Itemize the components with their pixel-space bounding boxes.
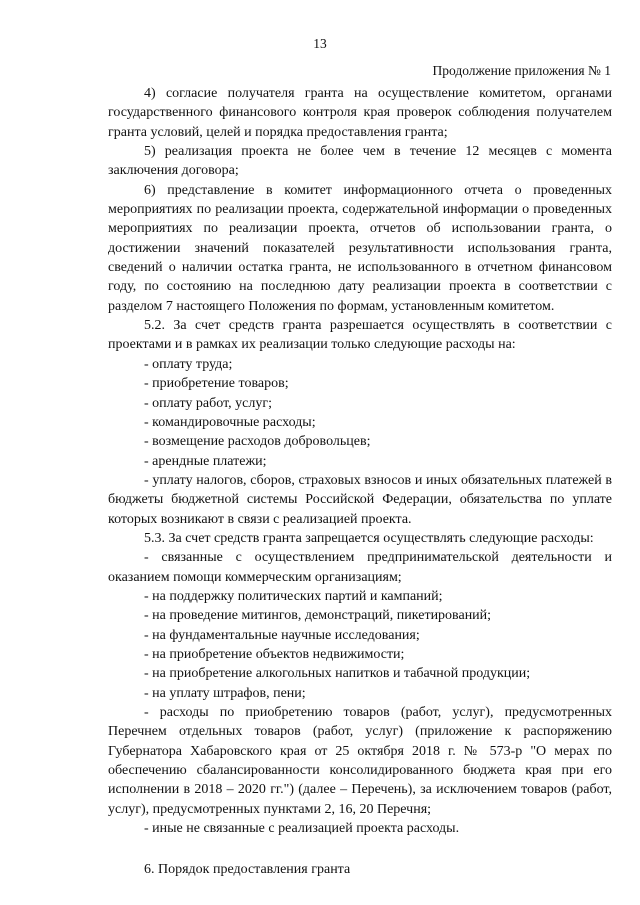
list-item: - на фундаментальные научные исследования; (144, 627, 420, 643)
list-item: - на проведение митингов, демонстраций, пикетирований; (144, 608, 492, 624)
list-item: - связанные с осуществлением предпринимательской деятельности и оказанием помощи коммерческим организациям; (108, 550, 612, 585)
clause-5-3: 5.3. За счет средств гранта запрещается осуществлять следующие расходы: (144, 530, 594, 546)
list-item: - на поддержку политических партий и кампаний; (144, 588, 443, 604)
list-item: - арендные платежи; (144, 453, 267, 469)
appendix-continuation-note: Продолжение приложения № 1 (432, 63, 611, 78)
list-item: - расходы по приобретению товаров (работ, услуг), предусмотренных Перечнем отдельных товаров (работ, услуг) (приложение к распоряжению Губернатора Хабаровского края от 25 октября 2018 г. № 573-р "О мерах по обеспечению сбалансированности консолидированного бюджета края при его исполнении в 2018 – 2020 гг.") (далее – Перечень), за исключением товаров (работ, услуг), предусмотренных пунктами 2, 16, 20 Перечня; (108, 705, 612, 817)
paragraph-item-4: 4) согласие получателя гранта на осуществление комитетом, органами государственного финансового контроля края проверок соблюдения получателем гранта условий, целей и порядка предоставления гранта; (108, 86, 612, 140)
list-item: - иные не связанные с реализацией проекта расходы. (144, 821, 460, 837)
page-number: 13 (313, 36, 327, 51)
section-heading-6: 6. Порядок предоставления гранта (144, 862, 351, 878)
list-item: - приобретение товаров; (144, 376, 289, 392)
list-item: - возмещение расходов добровольцев; (144, 434, 371, 450)
list-item: - оплату работ, услуг; (144, 395, 272, 411)
paragraph-item-5: 5) реализация проекта не более чем в течение 12 месяцев с момента заключения договора; (108, 144, 612, 179)
document-body (108, 84, 612, 880)
list-item: - на приобретение алкогольных напитков и табачной продукции; (144, 666, 531, 682)
list-item: - на приобретение объектов недвижимости; (144, 646, 405, 662)
paragraph-item-6: 6) представление в комитет информационного отчета о проведенных мероприятиях по реализации проекта, содержательной информации о проведенных мероприятиях по реализации проекта, отчетов об использовании гранта, о достижении значений показателей результативности использования гранта, сведений о наличии остатка гранта, не использованного в отчетном финансовом году, по состоянию на последнюю дату реализации проекта в соответствии с разделом 7 настоящего Положения по формам, установленным комитетом. (108, 182, 612, 314)
list-item: - уплату налогов, сборов, страховых взносов и иных обязательных платежей в бюджеты бюджетной системы Российской Федерации, обязательства по уплате которых возникают в связи с реализацией проекта. (108, 472, 612, 527)
list-item: - оплату труда; (144, 356, 233, 372)
list-item: - на уплату штрафов, пени; (144, 685, 306, 701)
list-item: - командировочные расходы; (144, 414, 316, 430)
clause-5-2: 5.2. За счет средств гранта разрешается осуществлять в соответствии с проектами и в рамках их реализации только следующие расходы на: (108, 318, 612, 353)
